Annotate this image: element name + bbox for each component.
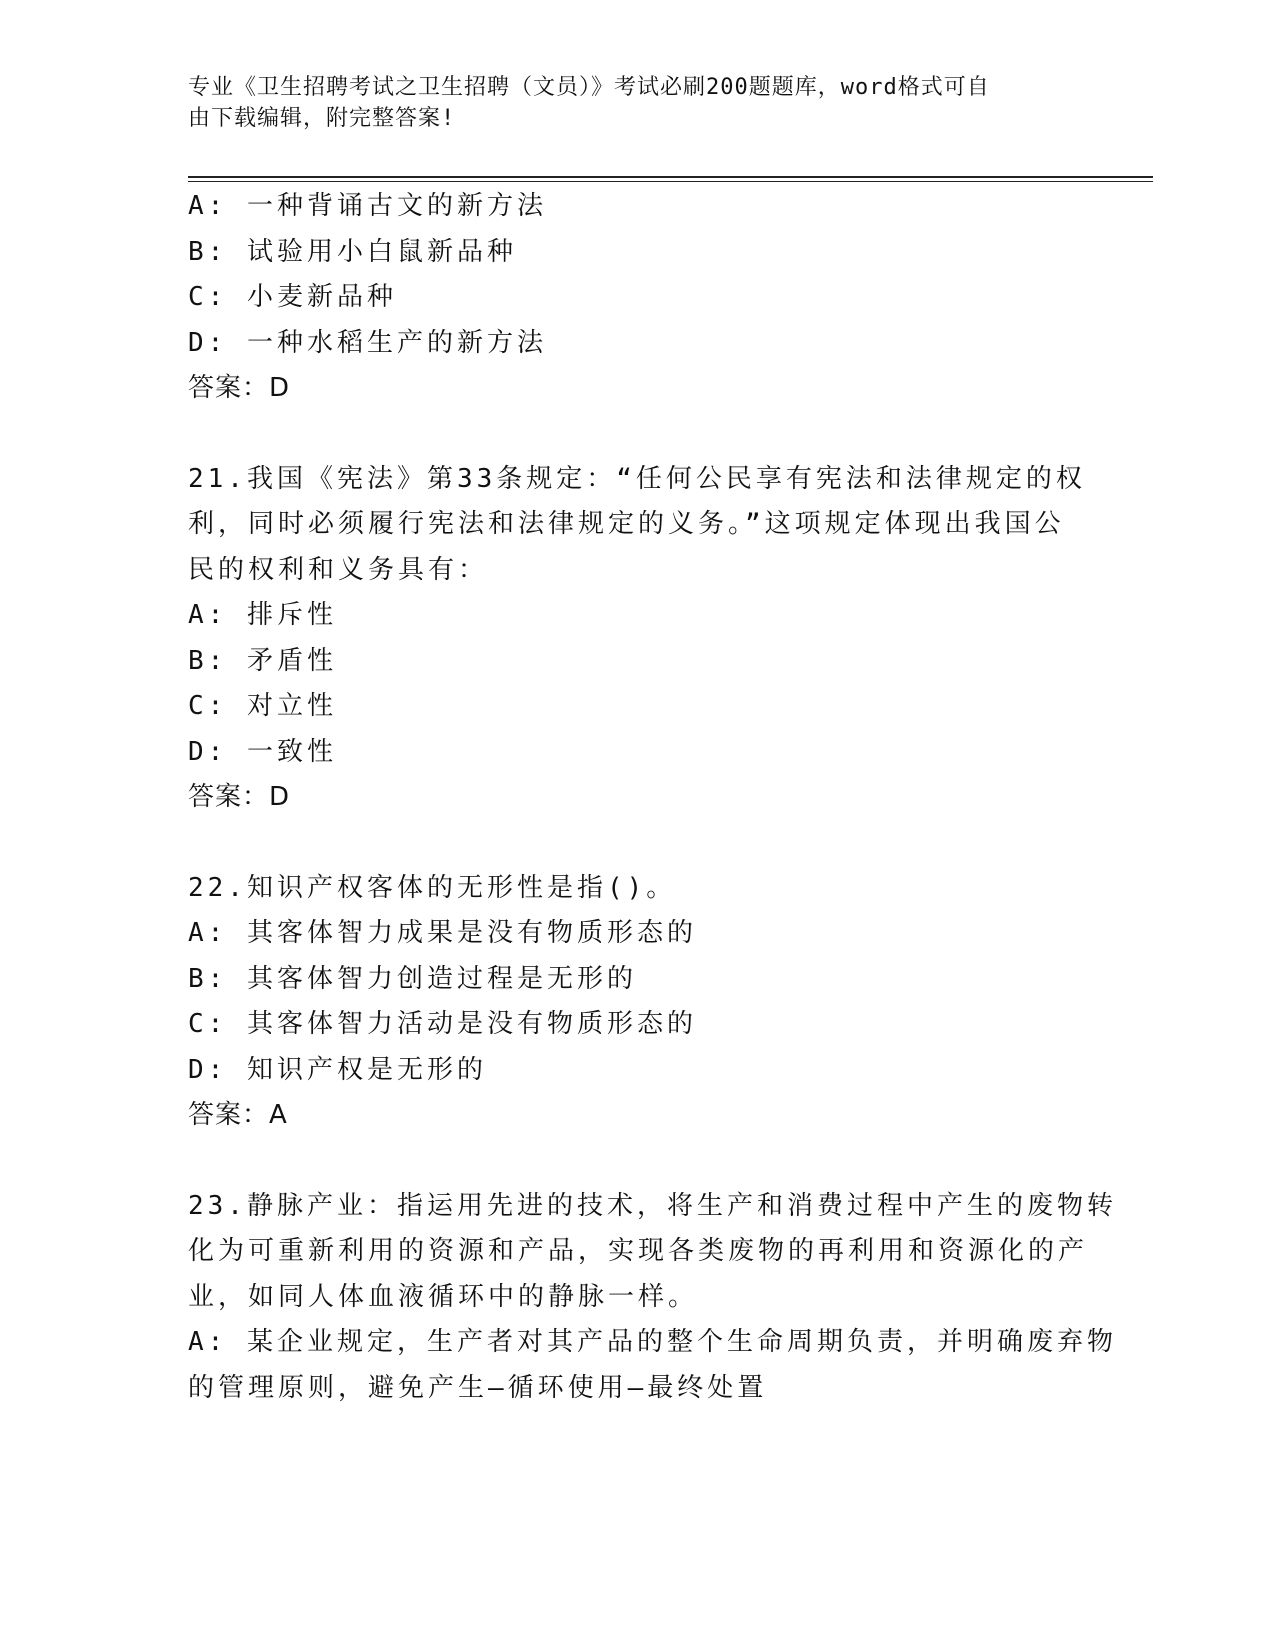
question-stem-line: 化为可重新利用的资源和产品，实现各类废物的再利用和资源化的产 <box>188 1236 1089 1266</box>
option-a: A: 其客体智力成果是没有物质形态的 <box>188 918 697 948</box>
option-a: A: 一种背诵古文的新方法 <box>188 191 547 221</box>
option-a-continued: 的管理原则，避免产生—循环使用—最终处置 <box>188 1372 768 1403</box>
question-block-22 <box>188 866 1088 1139</box>
option-b: B: 矛盾性 <box>188 645 337 676</box>
option-c: C: 对立性 <box>188 691 337 721</box>
option-d: D: 一致性 <box>188 736 337 767</box>
question-block-20 <box>188 184 1088 412</box>
option-b: B: 其客体智力创造过程是无形的 <box>188 963 637 994</box>
header-line-1: 专业《卫生招聘考试之卫生招聘（文员）》考试必刷200题题库，word格式可自 <box>188 75 990 100</box>
option-a: A: 某企业规定，生产者对其产品的整个生命周期负责，并明确废弃物 <box>188 1327 1117 1357</box>
option-c: C: 其客体智力活动是没有物质形态的 <box>188 1009 697 1039</box>
question-stem-line: 利，同时必须履行宪法和法律规定的义务。”这项规定体现出我国公 <box>188 509 1065 539</box>
option-d: D: 知识产权是无形的 <box>188 1054 487 1085</box>
option-d: D: 一种水稻生产的新方法 <box>188 327 547 358</box>
spacer <box>188 821 1088 866</box>
page-header <box>188 72 1068 134</box>
question-block-21 <box>188 457 1088 821</box>
header-divider <box>188 176 1153 182</box>
question-stem-line: 业，如同人体血液循环中的静脉一样。 <box>188 1281 699 1312</box>
answer-label: 答案：D <box>188 782 291 812</box>
option-a: A: 排斥性 <box>188 600 337 630</box>
option-b: B: 试验用小白鼠新品种 <box>188 236 517 267</box>
question-stem-line: 民的权利和义务具有： <box>188 554 489 585</box>
answer-label: 答案：A <box>188 1100 288 1130</box>
answer-label: 答案：D <box>188 373 291 403</box>
question-block-23 <box>188 1184 1117 1412</box>
header-line-2: 由下载编辑，附完整答案! <box>188 106 456 131</box>
question-list <box>188 184 1117 1411</box>
option-c: C: 小麦新品种 <box>188 282 397 312</box>
question-stem-line: 23.静脉产业：指运用先进的技术，将生产和消费过程中产生的废物转 <box>188 1190 1117 1221</box>
spacer <box>188 412 1088 457</box>
question-stem-line: 22.知识产权客体的无形性是指()。 <box>188 872 677 903</box>
question-stem-line: 21.我国《宪法》第33条规定：“任何公民享有宪法和法律规定的权 <box>188 463 1086 494</box>
spacer <box>188 1139 1088 1184</box>
